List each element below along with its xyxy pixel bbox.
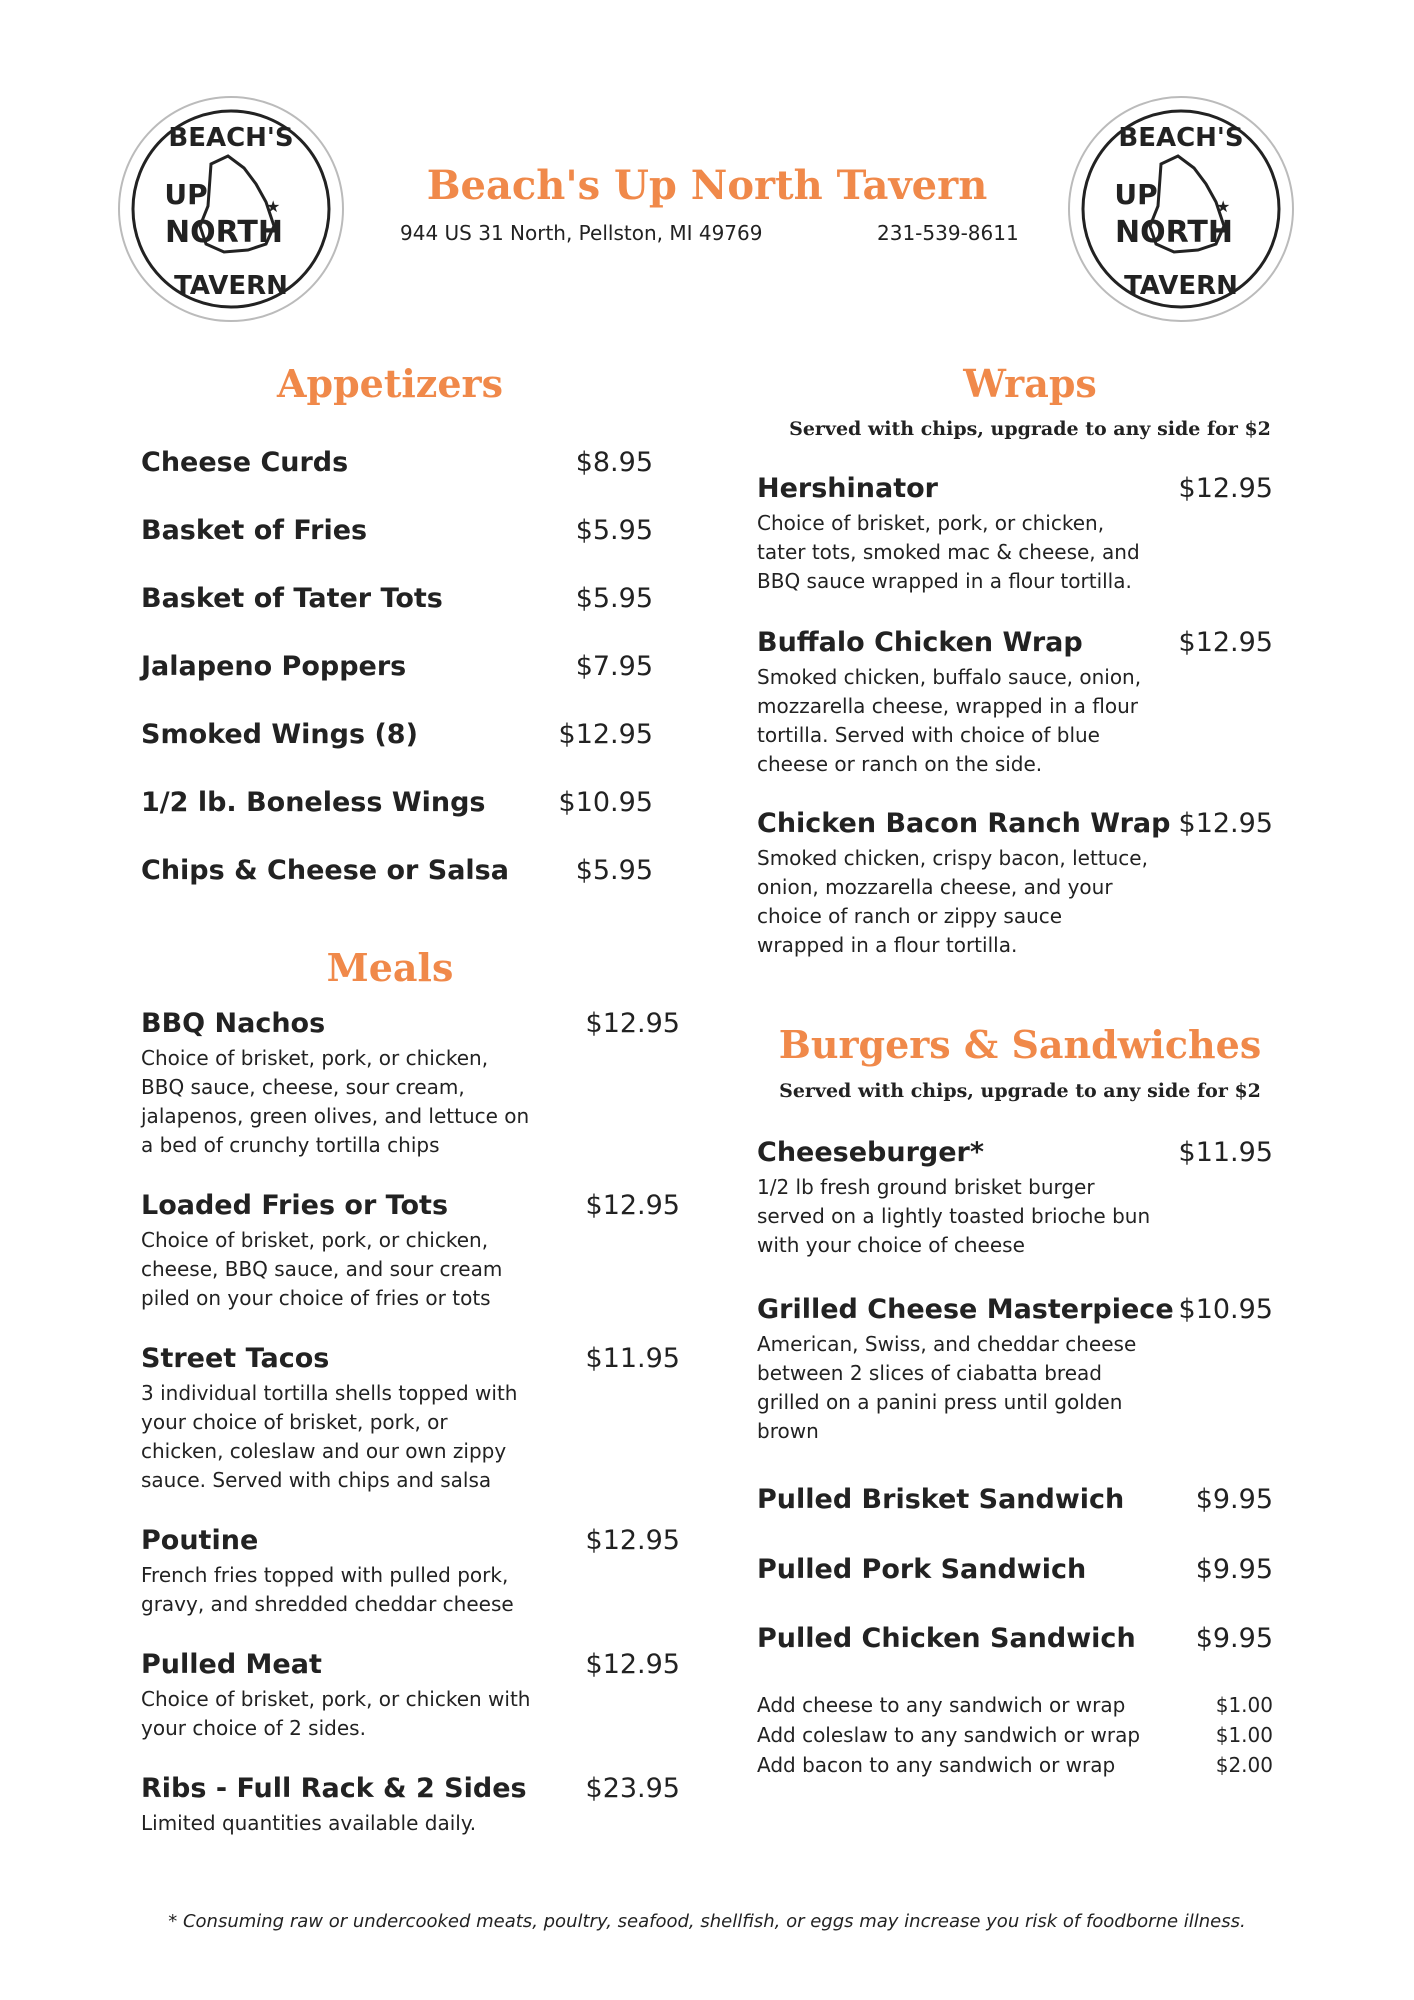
sandwich-price: $10.95 bbox=[1178, 1294, 1273, 1325]
meal-description-line: a bed of crunchy tortilla chips bbox=[141, 1133, 440, 1157]
meal-price: $12.95 bbox=[585, 1008, 680, 1039]
sandwich-description-line: American, Swiss, and cheddar cheese bbox=[757, 1332, 1137, 1356]
appetizer-price: $8.95 bbox=[575, 447, 653, 478]
meal-name: Ribs - Full Rack & 2 Sides bbox=[141, 1773, 527, 1804]
sandwich-description-line: grilled on a panini press until golden bbox=[757, 1390, 1123, 1414]
wrap-description-line: BBQ sauce wrapped in a flour tortilla. bbox=[757, 569, 1132, 593]
appetizer-price: $7.95 bbox=[575, 651, 653, 682]
appetizer-name: Smoked Wings (8) bbox=[141, 719, 418, 750]
footer-disclaimer: * Consuming raw or undercooked meats, poultry, seafood, shellfish, or eggs may increase you risk of foodborne illness. bbox=[168, 1911, 1246, 1932]
meal-description-line: BBQ sauce, cheese, sour cream, bbox=[141, 1075, 465, 1099]
sandwich-description-line: 1/2 lb fresh ground brisket burger bbox=[757, 1175, 1095, 1199]
logo-left bbox=[116, 94, 346, 324]
logo-right bbox=[1066, 94, 1296, 324]
sandwich-price: $9.95 bbox=[1195, 1623, 1273, 1654]
sandwich-name: Pulled Pork Sandwich bbox=[757, 1554, 1087, 1585]
meal-description-line: Choice of brisket, pork, or chicken, bbox=[141, 1228, 489, 1252]
wrap-name: Chicken Bacon Ranch Wrap bbox=[757, 808, 1171, 839]
meal-name: Pulled Meat bbox=[141, 1649, 322, 1680]
meal-price: $23.95 bbox=[585, 1773, 680, 1804]
wrap-price: $12.95 bbox=[1178, 808, 1273, 839]
addon-price: $1.00 bbox=[1215, 1693, 1273, 1717]
addon-price: $2.00 bbox=[1215, 1753, 1273, 1777]
meal-name: Loaded Fries or Tots bbox=[141, 1190, 449, 1221]
wraps-subtitle: Served with chips, upgrade to any side for $2 bbox=[789, 418, 1271, 440]
svg-text:★: ★ bbox=[266, 197, 281, 216]
addon-name: Add bacon to any sandwich or wrap bbox=[757, 1753, 1116, 1777]
meal-description bbox=[141, 1226, 561, 1313]
sandwich-name: Grilled Cheese Masterpiece bbox=[757, 1294, 1174, 1325]
svg-text:★: ★ bbox=[1216, 197, 1231, 216]
wrap-description-line: tortilla. Served with choice of blue bbox=[757, 723, 1100, 747]
wrap-description-line: Choice of brisket, pork, or chicken, bbox=[757, 511, 1105, 535]
wrap-description bbox=[757, 844, 1157, 960]
logo-right-line3: NORTH bbox=[1115, 215, 1233, 250]
wrap-description-line: Smoked chicken, crispy bacon, lettuce, bbox=[757, 846, 1148, 870]
appetizer-name: Jalapeno Poppers bbox=[141, 651, 407, 682]
wraps-title: Wraps bbox=[963, 361, 1097, 406]
appetizer-price: $10.95 bbox=[558, 787, 653, 818]
wrap-name: Buffalo Chicken Wrap bbox=[757, 627, 1083, 658]
sandwich-description-line: with your choice of cheese bbox=[757, 1233, 1025, 1257]
sandwich-price: $9.95 bbox=[1195, 1484, 1273, 1515]
meal-description-line: Choice of brisket, pork, or chicken, bbox=[141, 1046, 489, 1070]
logo-right-line4: TAVERN bbox=[1124, 271, 1238, 301]
meal-description-line: French fries topped with pulled pork, bbox=[141, 1563, 509, 1587]
appetizer-price: $5.95 bbox=[575, 583, 653, 614]
logo-left-line3: NORTH bbox=[165, 215, 283, 250]
wrap-price: $12.95 bbox=[1178, 473, 1273, 504]
logo-right-line1: BEACH'S bbox=[1118, 123, 1244, 153]
wrap-description-line: onion, mozzarella cheese, and your bbox=[757, 875, 1113, 899]
appetizer-name: Basket of Fries bbox=[141, 515, 368, 546]
meal-price: $11.95 bbox=[585, 1343, 680, 1374]
meal-description-line: gravy, and shredded cheddar cheese bbox=[141, 1592, 514, 1616]
sandwich-name: Cheeseburger* bbox=[757, 1137, 984, 1168]
sandwich-name: Pulled Chicken Sandwich bbox=[757, 1623, 1136, 1654]
appetizer-name: 1/2 lb. Boneless Wings bbox=[141, 787, 486, 818]
meal-description-line: cheese, BBQ sauce, and sour cream bbox=[141, 1257, 503, 1281]
meal-price: $12.95 bbox=[585, 1525, 680, 1556]
restaurant-title: Beach's Up North Tavern bbox=[426, 162, 988, 209]
sandwich-description bbox=[757, 1330, 1157, 1446]
sandwich-description-line: brown bbox=[757, 1419, 819, 1443]
wrap-name: Hershinator bbox=[757, 473, 938, 504]
meal-description bbox=[141, 1685, 561, 1743]
appetizer-price: $5.95 bbox=[575, 515, 653, 546]
meal-price: $12.95 bbox=[585, 1190, 680, 1221]
logo-left-line4: TAVERN bbox=[174, 271, 288, 301]
appetizer-price: $12.95 bbox=[558, 719, 653, 750]
phone-number: 231-539-8611 bbox=[877, 221, 1019, 245]
sandwich-description-line: between 2 slices of ciabatta bread bbox=[757, 1361, 1102, 1385]
meals-title: Meals bbox=[326, 945, 454, 990]
meal-name: BBQ Nachos bbox=[141, 1008, 326, 1039]
meal-description-line: your choice of 2 sides. bbox=[141, 1716, 366, 1740]
sandwich-name: Pulled Brisket Sandwich bbox=[757, 1484, 1125, 1515]
logo-right-line2: UP bbox=[1114, 178, 1158, 211]
wrap-description-line: wrapped in a flour tortilla. bbox=[757, 933, 1018, 957]
meal-description-line: Limited quantities available daily. bbox=[141, 1811, 477, 1835]
addon-price: $1.00 bbox=[1215, 1723, 1273, 1747]
meal-description-line: sauce. Served with chips and salsa bbox=[141, 1468, 492, 1492]
addon-name: Add cheese to any sandwich or wrap bbox=[757, 1693, 1126, 1717]
meal-description bbox=[141, 1044, 561, 1160]
sandwich-price: $9.95 bbox=[1195, 1554, 1273, 1585]
meal-price: $12.95 bbox=[585, 1649, 680, 1680]
wrap-description bbox=[757, 509, 1157, 596]
burgers-title: Burgers & Sandwiches bbox=[778, 1022, 1262, 1067]
appetizer-name: Cheese Curds bbox=[141, 447, 349, 478]
address: 944 US 31 North, Pellston, MI 49769 bbox=[400, 221, 763, 245]
meal-description-line: chicken, coleslaw and our own zippy bbox=[141, 1439, 507, 1463]
appetizers-title: Appetizers bbox=[277, 361, 503, 406]
logo-right-graphic bbox=[1066, 94, 1296, 324]
meal-description bbox=[141, 1379, 561, 1495]
meal-description bbox=[141, 1561, 561, 1619]
appetizer-name: Basket of Tater Tots bbox=[141, 583, 443, 614]
wrap-description bbox=[757, 663, 1157, 779]
logo-left-line1: BEACH'S bbox=[168, 123, 294, 153]
meal-description bbox=[141, 1809, 561, 1838]
wrap-description-line: cheese or ranch on the side. bbox=[757, 752, 1043, 776]
wrap-description-line: choice of ranch or zippy sauce bbox=[757, 904, 1063, 928]
meal-description-line: your choice of brisket, pork, or bbox=[141, 1410, 448, 1434]
appetizer-price: $5.95 bbox=[575, 855, 653, 886]
wrap-price: $12.95 bbox=[1178, 627, 1273, 658]
logo-left-line2: UP bbox=[164, 178, 208, 211]
meal-name: Street Tacos bbox=[141, 1343, 330, 1374]
meal-name: Poutine bbox=[141, 1525, 259, 1556]
meal-description-line: Choice of brisket, pork, or chicken with bbox=[141, 1687, 531, 1711]
sandwich-description bbox=[757, 1173, 1157, 1260]
meal-description-line: piled on your choice of fries or tots bbox=[141, 1286, 491, 1310]
appetizer-name: Chips & Cheese or Salsa bbox=[141, 855, 509, 886]
burgers-subtitle: Served with chips, upgrade to any side for $2 bbox=[779, 1080, 1261, 1102]
sandwich-price: $11.95 bbox=[1178, 1137, 1273, 1168]
logo-left-graphic bbox=[116, 94, 346, 324]
meal-description-line: jalapenos, green olives, and lettuce on bbox=[141, 1104, 530, 1128]
sandwich-description-line: served on a lightly toasted brioche bun bbox=[757, 1204, 1151, 1228]
meal-description-line: 3 individual tortilla shells topped with bbox=[141, 1381, 518, 1405]
wrap-description-line: mozzarella cheese, wrapped in a flour bbox=[757, 694, 1139, 718]
addon-name: Add coleslaw to any sandwich or wrap bbox=[757, 1723, 1141, 1747]
wrap-description-line: Smoked chicken, buffalo sauce, onion, bbox=[757, 665, 1142, 689]
wrap-description-line: tater tots, smoked mac & cheese, and bbox=[757, 540, 1140, 564]
